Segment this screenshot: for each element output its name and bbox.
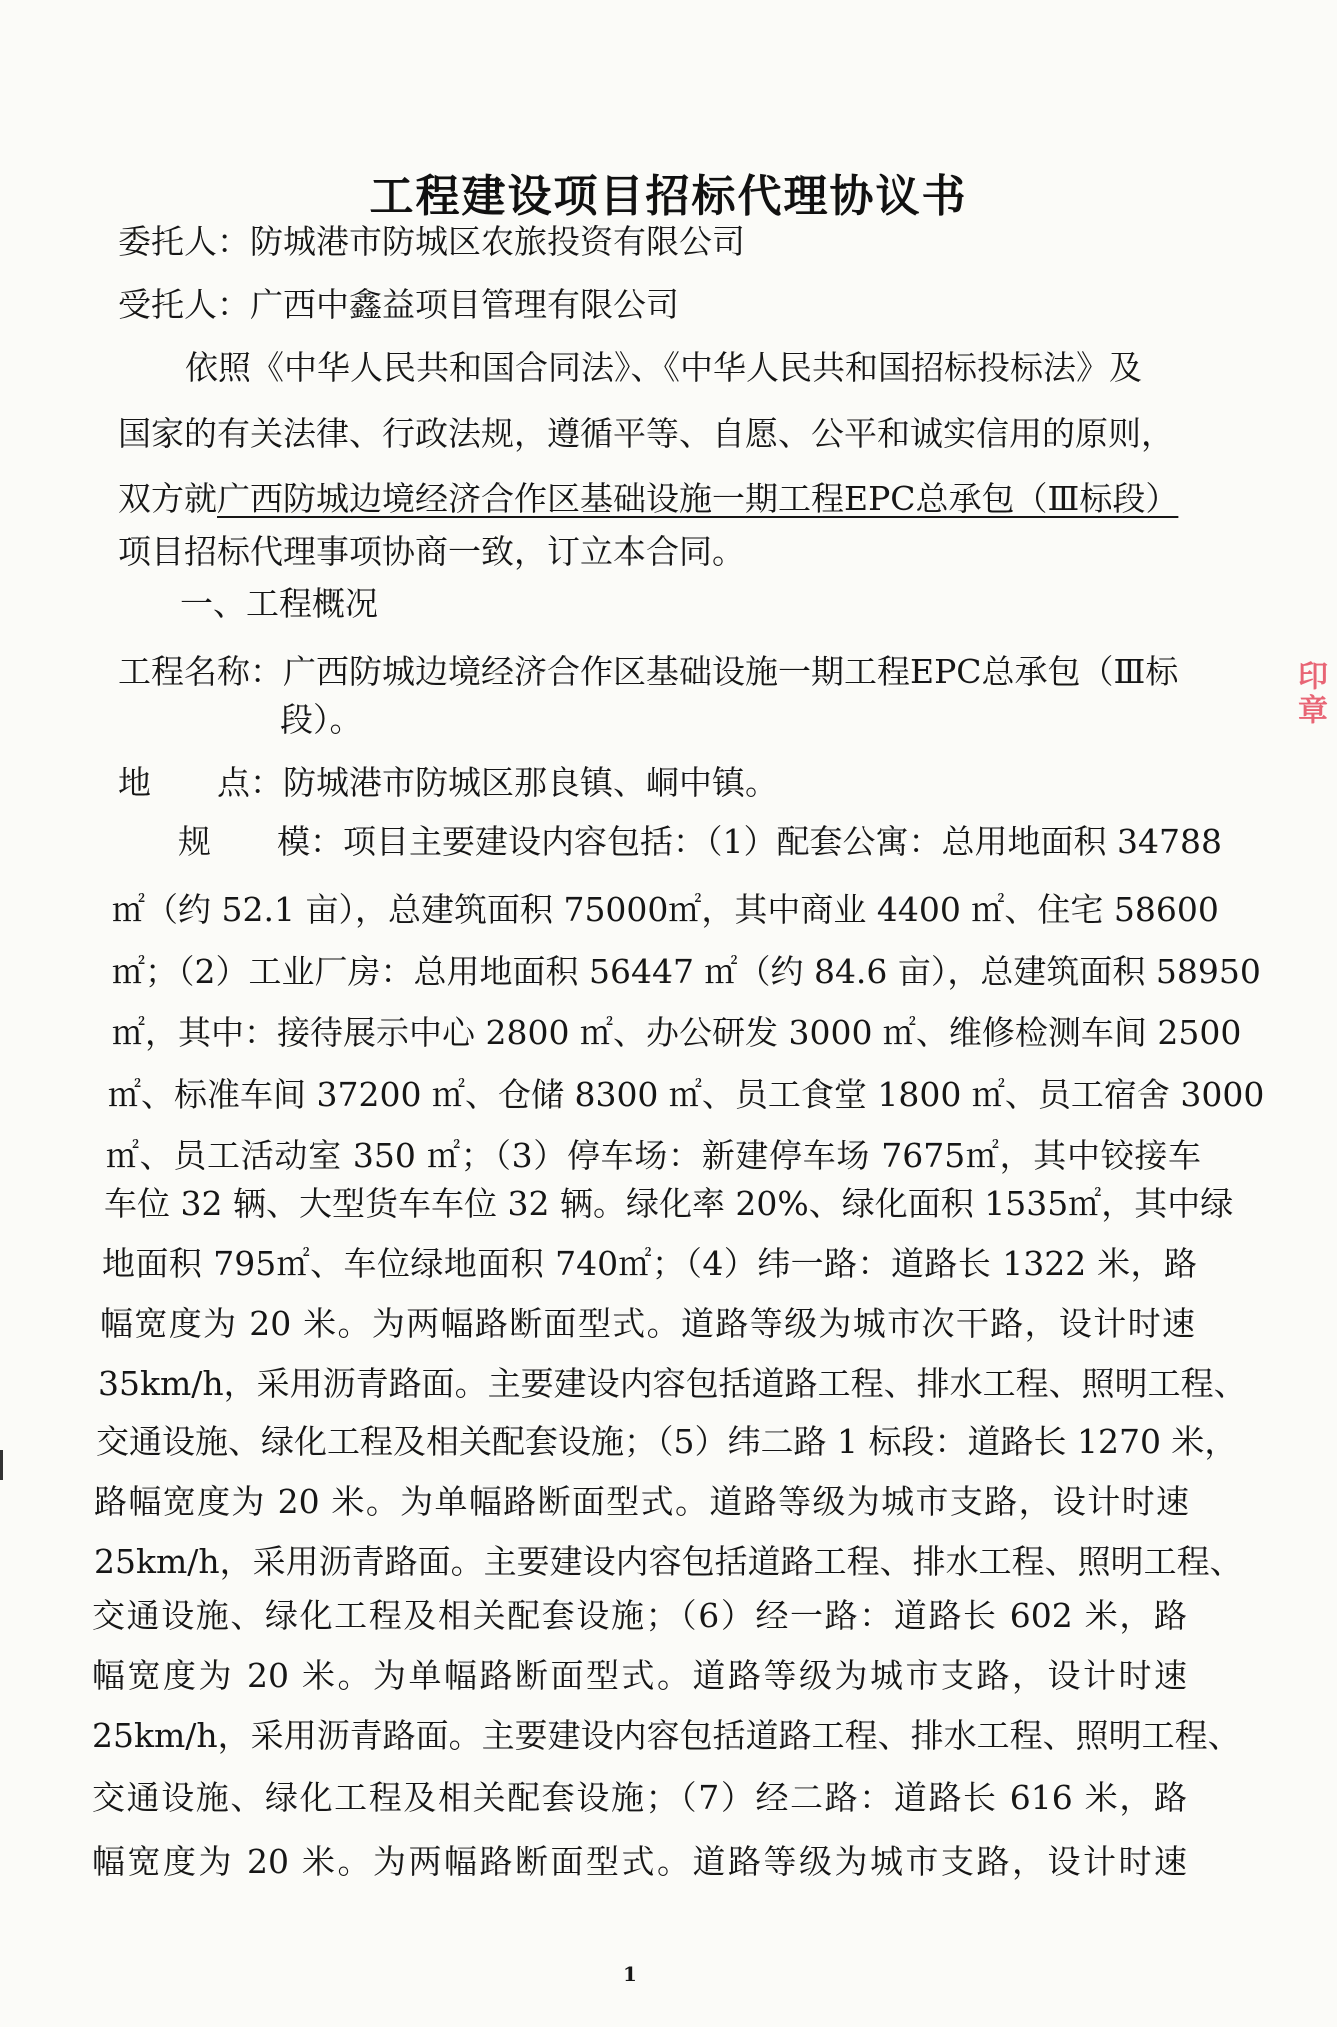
scale-line: ㎡、标准车间 37200 ㎡、仓储 8300 ㎡、员工食堂 1800 ㎡、员工宿舍 3000 (108, 1075, 1265, 1114)
intro-line-3-prefix: 双方就 (118, 479, 217, 518)
section-heading-overview: 一、工程概况 (180, 584, 378, 623)
project-name-underlined: 广西防城边境经济合作区基础设施一期工程EPC总承包（Ⅲ标段） (217, 479, 1179, 518)
project-name-line-2: 段）。 (280, 700, 363, 739)
scale-line: 交通设施、绿化工程及相关配套设施；（7）经二路：道路长 616 米，路 (92, 1778, 1187, 1817)
principal-line: 委托人：防城港市防城区农旅投资有限公司 (118, 222, 745, 261)
scale-line: 25km/h，采用沥青路面。主要建设内容包括道路工程、排水工程、照明工程、 (94, 1542, 1243, 1581)
scale-line: ㎡，其中：接待展示中心 2800 ㎡、办公研发 3000 ㎡、维修检测车间 2500 (112, 1013, 1242, 1052)
scale-line: 地面积 795㎡、车位绿地面积 740㎡；（4）纬一路：道路长 1322 米，路 (102, 1244, 1197, 1283)
scale-line: ㎡、员工活动室 350 ㎡；（3）停车场：新建停车场 7675㎡，其中铰接车 (106, 1136, 1201, 1175)
scale-line: ㎡（约 52.1 亩），总建筑面积 75000㎡，其中商业 4400 ㎡、住宅 58600 (112, 890, 1219, 929)
page-number: 1 (623, 1962, 637, 1986)
document-title: 工程建设项目招标代理协议书 (369, 171, 968, 222)
margin-mark (0, 1450, 3, 1480)
scale-line: 车位 32 辆、大型货车车位 32 辆。绿化率 20%、绿化面积 1535㎡，其中绿 (104, 1184, 1234, 1223)
agent-line: 受托人：广西中鑫益项目管理有限公司 (118, 285, 679, 324)
intro-line-2: 国家的有关法律、行政法规，遵循平等、自愿、公平和诚实信用的原则， (118, 414, 1174, 453)
seal-stamp-fragment: 印章 (1292, 660, 1327, 728)
scale-line: 路幅宽度为 20 米。为单幅路断面型式。道路等级为城市支路，设计时速 (94, 1482, 1189, 1521)
scale-line: 交通设施、绿化工程及相关配套设施；（6）经一路：道路长 602 米，路 (92, 1596, 1187, 1635)
scale-line: ㎡；（2）工业厂房：总用地面积 56447 ㎡（约 84.6 亩），总建筑面积 58950 (112, 952, 1261, 991)
intro-line-4: 项目招标代理事项协商一致，订立本合同。 (118, 532, 745, 571)
location-line: 地 点：防城港市防城区那良镇、峒中镇。 (118, 763, 778, 802)
scale-line: 幅宽度为 20 米。为两幅路断面型式。道路等级为城市支路，设计时速 (92, 1842, 1187, 1881)
intro-line-3 (118, 477, 1178, 521)
scale-line: 交通设施、绿化工程及相关配套设施；（5）纬二路 1 标段：道路长 1270 米， (96, 1422, 1238, 1461)
scale-line: 幅宽度为 20 米。为单幅路断面型式。道路等级为城市支路，设计时速 (92, 1656, 1187, 1695)
scale-line: 规 模：项目主要建设内容包括：（1）配套公寓：总用地面积 34788 (178, 822, 1222, 861)
scale-line: 幅宽度为 20 米。为两幅路断面型式。道路等级为城市次干路，设计时速 (100, 1304, 1195, 1343)
scale-line: 35km/h，采用沥青路面。主要建设内容包括道路工程、排水工程、照明工程、 (98, 1364, 1247, 1403)
scale-line: 25km/h，采用沥青路面。主要建设内容包括道路工程、排水工程、照明工程、 (92, 1716, 1241, 1755)
project-name-line-1: 工程名称：广西防城边境经济合作区基础设施一期工程EPC总承包（Ⅲ标 (118, 652, 1179, 691)
intro-line-1: 依照《中华人民共和国合同法》、《中华人民共和国招标投标法》及 (185, 348, 1142, 387)
